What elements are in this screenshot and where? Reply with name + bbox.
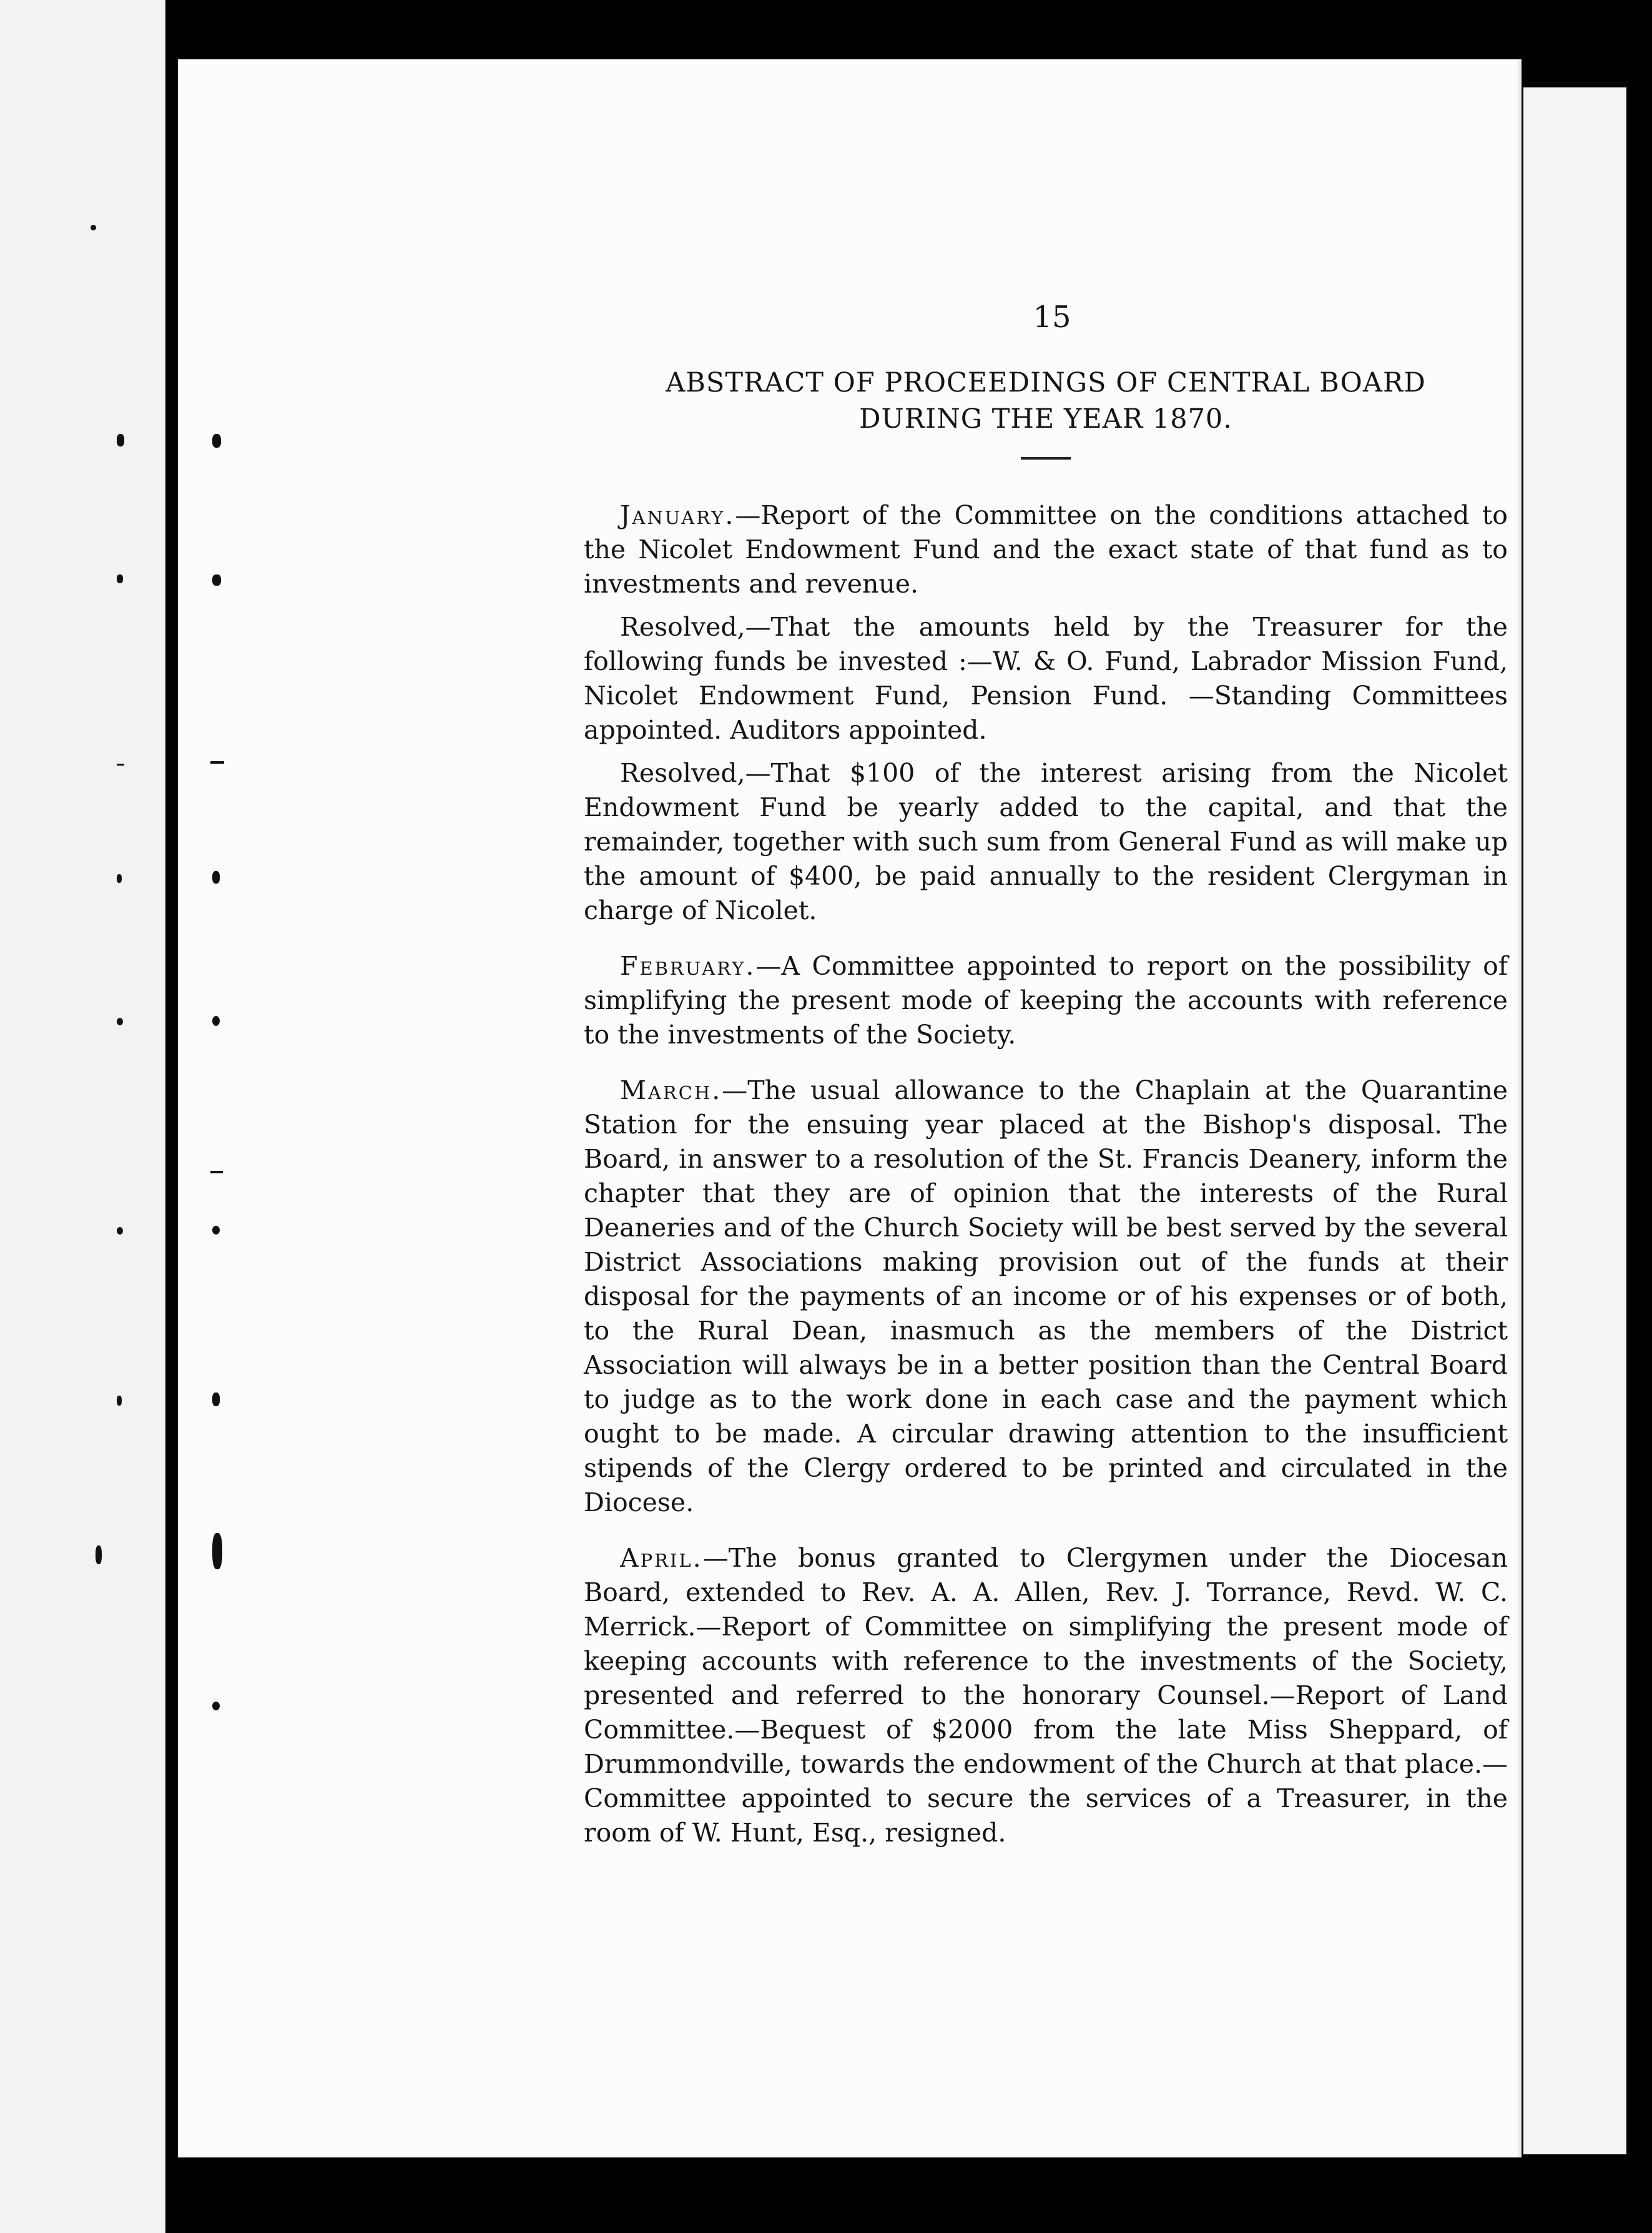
binding-dot xyxy=(117,574,123,583)
month-label-march: March. xyxy=(620,1075,722,1105)
title-divider xyxy=(1021,457,1071,460)
binding-dot xyxy=(117,874,122,883)
binding-dot xyxy=(212,1226,220,1235)
april-entry xyxy=(584,1541,1508,1850)
binding-dot xyxy=(212,1016,220,1026)
april-text: —The bonus granted to Clergymen under the Diocesan Board, extended to Rev. A. A. Allen, Rev. J. Torrance, Revd. W. C. Merrick.—Report of Committee on simplifying the present mode of keeping accounts with reference to the investments of the Society, presented and referred to the honorary Counsel.—Report of Land Committee.—Bequest of $2000 from the late Miss Sheppard, of Drummondville, towards the endowment of the Church at that place.—Committee appointed to secure the services of a Treasurer, in the room of W. Hunt, Esq., resigned. xyxy=(584,1543,1508,1848)
underlying-page-edge xyxy=(1523,87,1626,2154)
binding-dot xyxy=(212,871,220,884)
month-label-april: April. xyxy=(620,1543,703,1573)
binding-dot xyxy=(117,1227,123,1235)
title-line-2: DURING THE YEAR 1870. xyxy=(859,403,1232,435)
binding-dot xyxy=(212,574,221,586)
binding-dot xyxy=(212,434,221,448)
march-entry xyxy=(584,1073,1508,1520)
february-entry xyxy=(584,949,1508,1052)
march-text: —The usual allowance to the Chaplain at the Quarantine Station for the ensuing year placed at the Bishop's disposal. The Board, in answer to a resolution of the St. Francis Deanery, inform the chapter that they are of opinion that the interests of the Rural Deaneries and of the Church Society will be best served by the several District Associations making provision out of the funds at their disposal for the payments of an income or of his expenses or of both, to the Rural Dean, inasmuch as the members of the District Association will always be in a better position than the Central Board to judge as to the work done in each case and the payment which ought to be made. A circular drawing attention to the insufficient stipends of the Clergy ordered to be printed and circulated in the Diocese. xyxy=(584,1075,1508,1517)
january-text: —Report of the Committee on the conditions attached to the Nicolet Endowment Fund and the exact state of that fund as to investments and revenue. xyxy=(584,500,1508,599)
page-content xyxy=(584,300,1508,1859)
binding-dot xyxy=(212,1702,220,1710)
binding-dot xyxy=(91,225,96,230)
binding-dot xyxy=(212,1533,222,1569)
page-title xyxy=(584,365,1508,437)
binding-dot xyxy=(212,1393,220,1406)
january-entry xyxy=(584,498,1508,601)
binding-dot xyxy=(117,434,124,446)
binding-dash xyxy=(210,1171,223,1173)
binding-dash xyxy=(117,764,124,766)
month-label-february: February. xyxy=(620,951,756,981)
january-resolution-2: Resolved,—That $100 of the interest arising from the Nicolet Endowment Fund be yearly added to the capital, and that the remainder, together with such sum from General Fund as will make up the amount of $400, be paid annually to the resident Clergyman in charge of Nicolet. xyxy=(584,758,1508,925)
title-line-1: ABSTRACT OF PROCEEDINGS OF CENTRAL BOARD xyxy=(666,367,1426,398)
binding-dot xyxy=(117,1018,123,1025)
february-text: —A Committee appointed to report on the possibility of simplifying the present mode of keeping the accounts with reference to the investments of the Society. xyxy=(584,951,1508,1050)
page-number: 15 xyxy=(1033,300,1071,335)
month-label-january: January. xyxy=(620,500,735,530)
january-resolution-1: Resolved,—That the amounts held by the Treasurer for the following funds be invested :—W. & O. Fund, Labrador Mission Fund, Nicolet Endowment Fund, Pension Fund. —Standing Committees appointed. Auditors appointed. xyxy=(584,612,1508,745)
binding-dash xyxy=(210,761,224,764)
facing-page-edge xyxy=(0,0,165,2233)
document-page xyxy=(178,59,1522,2157)
binding-dot xyxy=(117,1396,122,1406)
binding-dot xyxy=(96,1545,102,1564)
